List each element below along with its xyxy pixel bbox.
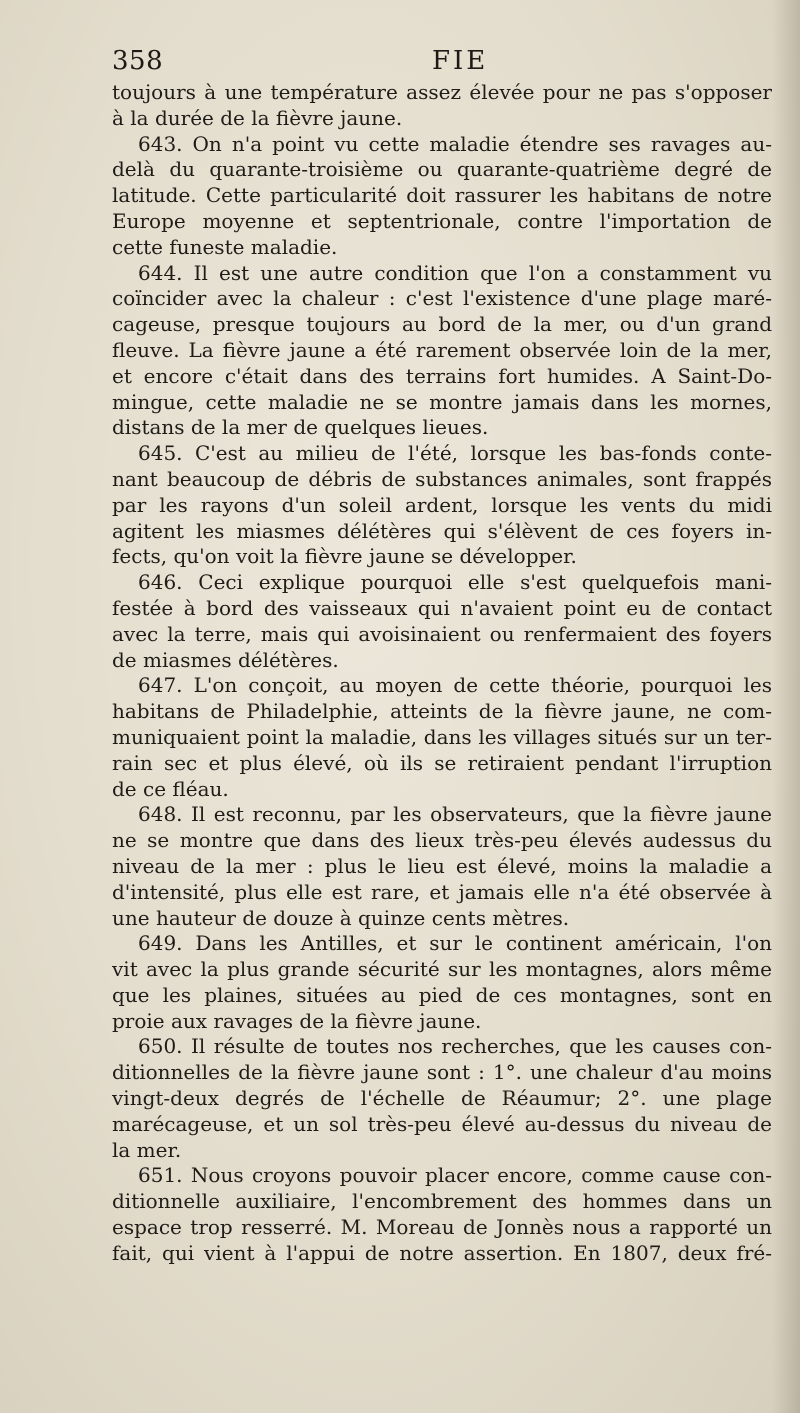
text-line: muniquaient point la maladie, dans les villages situés sur un ter- [112, 724, 772, 749]
text-line: agitent les miasmes délétères qui s'élèvent de ces foyers in- [112, 518, 772, 543]
text-line: cette funeste maladie. [112, 234, 338, 259]
text-line: espace trop resserré. M. Moreau de Jonnès nous a rapporté un [112, 1215, 772, 1240]
text-line: Europe moyenne et septentrionale, contre l'importation de [112, 208, 772, 233]
text-line: 650. Il résulte de toutes nos recherches, que les causes con- [138, 1034, 772, 1059]
text-line: fects, qu'on voit la fièvre jaune se développer. [112, 544, 577, 569]
text-line: fait, qui vient à l'appui de notre assertion. En 1807, deux fré- [112, 1240, 772, 1265]
text-line: et encore c'était dans des terrains fort humides. A Saint-Do- [112, 363, 772, 388]
text-line: vit avec la plus grande sécurité sur les montagnes, alors même [112, 957, 772, 982]
body-text [112, 80, 772, 1267]
text-line: d'intensité, plus elle est rare, et jamais elle n'a été observée à [112, 879, 772, 904]
page-header [112, 46, 772, 80]
text-line: proie aux ravages de la fièvre jaune. [112, 1008, 482, 1033]
text-line: de ce fléau. [112, 776, 229, 801]
text-line: 646. Ceci explique pourquoi elle s'est quelquefois mani- [138, 570, 772, 595]
text-line: que les plaines, situées au pied de ces montagnes, sont en [112, 982, 772, 1007]
text-line: 647. L'on conçoit, au moyen de cette théorie, pourquoi les [138, 673, 772, 698]
text-line: mingue, cette maladie ne se montre jamais dans les mornes, [112, 389, 772, 414]
text-line: 648. Il est reconnu, par les observateurs, que la fièvre jaune [138, 802, 772, 827]
page-number: 358 [112, 46, 164, 76]
text-line: distans de la mer de quelques lieues. [112, 415, 489, 440]
text-line: marécageuse, et un sol très-peu élevé au-dessus du niveau de [112, 1111, 772, 1136]
text-line: 651. Nous croyons pouvoir placer encore, comme cause con- [138, 1163, 772, 1188]
text-line: nant beaucoup de débris de substances animales, sont frappés [112, 466, 772, 491]
text-line: ditionnelle auxiliaire, l'encombrement des hommes dans un [112, 1189, 772, 1214]
text-line: 643. On n'a point vu cette maladie étendre ses ravages au- [138, 131, 772, 156]
text-line: vingt-deux degrés de l'échelle de Réaumur; 2°. une plage [112, 1086, 772, 1111]
text-line: habitans de Philadelphie, atteints de la fièvre jaune, ne com- [112, 699, 772, 724]
text-line: delà du quarante-troisième ou quarante-quatrième degré de [112, 157, 772, 182]
text-line: toujours à une température assez élevée pour ne pas s'opposer [112, 80, 772, 104]
text-line: avec la terre, mais qui avoisinaient ou renfermaient des foyers [112, 621, 772, 646]
text-line: ditionnelles de la fièvre jaune sont : 1°. une chaleur d'au moins [112, 1060, 772, 1085]
text-line: par les rayons d'un soleil ardent, lorsque les vents du midi [112, 492, 772, 517]
text-line: cageuse, presque toujours au bord de la mer, ou d'un grand [112, 312, 772, 337]
text-line: 645. C'est au milieu de l'été, lorsque les bas-fonds conte- [138, 441, 772, 466]
text-line: à la durée de la fièvre jaune. [112, 105, 403, 130]
text-line: fleuve. La fièvre jaune a été rarement observée loin de la mer, [112, 337, 772, 362]
text-line: une hauteur de douze à quinze cents mètres. [112, 905, 570, 930]
running-head: FIE [432, 46, 489, 76]
page-edge-shadow [772, 0, 800, 1413]
text-line: la mer. [112, 1137, 182, 1162]
text-line: ne se montre que dans des lieux très-peu élevés audessus du [112, 828, 772, 853]
text-line: 644. Il est une autre condition que l'on a constamment vu [138, 260, 772, 285]
text-line: coïncider avec la chaleur : c'est l'existence d'une plage maré- [112, 286, 772, 311]
text-line: de miasmes délétères. [112, 647, 339, 672]
text-line: festée à bord des vaisseaux qui n'avaient point eu de contact [112, 595, 772, 620]
text-line: niveau de la mer : plus le lieu est élevé, moins la maladie a [112, 853, 772, 878]
text-line: 649. Dans les Antilles, et sur le continent américain, l'on [138, 931, 772, 956]
text-line: rain sec et plus élevé, où ils se retiraient pendant l'irruption [112, 750, 772, 775]
text-line: latitude. Cette particularité doit rassurer les habitans de notre [112, 183, 772, 208]
